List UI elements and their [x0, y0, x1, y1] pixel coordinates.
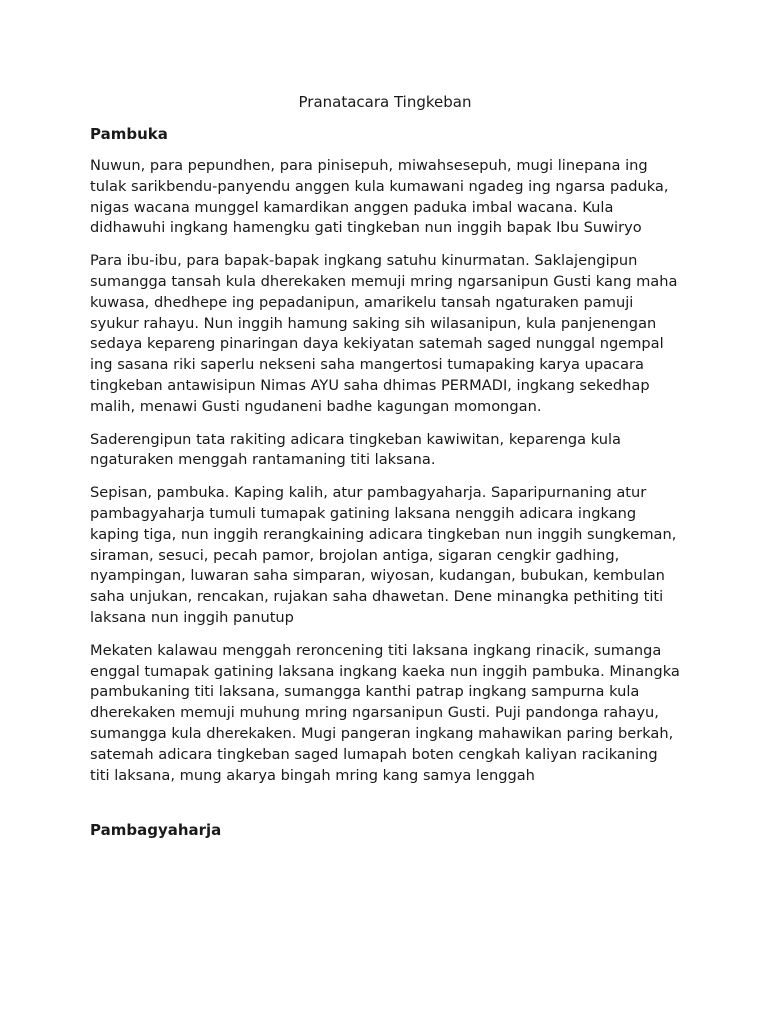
section-spacer [90, 798, 680, 820]
section-heading-pambuka: Pambuka [90, 125, 168, 143]
section-heading-pambagyaharja: Pambagyaharja [90, 821, 222, 840]
paragraph-3: Saderengipun tata rakiting adicara tingkeban kawiwitan, keparenga kula ngaturaken menggah rantamaning titi laksana. [90, 430, 621, 469]
paragraph-5: Mekaten kalawau menggah reroncening titi laksana ingkang rinacik, sumanga enggal tumapak gatining laksana ingkang kaeka nun inggih pambuka. Minangka pambukaning titi laksana, sumangga kanthi patrap ingkang sampurna kula dherekaken memuji muhung mring ngarsanipun Gusti. Puji pandonga rahayu, sumangga kula dherekaken. Mugi pangeran ingkang mahawikan paring berkah, satemah adicara tingkeban saged lumapah boten cengkah kaliyan racikaning titi laksana, mung akarya bingah mring kang samya lenggah [90, 641, 680, 784]
paragraph-4: Sepisan, pambuka. Kaping kalih, atur pambagyaharja. Saparipurnaning atur pambagyaharja tumuli tumapak gatining laksana nenggih adicara ingkang kaping tiga, nun inggih rerangkaining adicara tingkeban nun inggih sungkeman, siraman, sesuci, pecah pamor, brojolan antiga, sigaran cengkir gadhing, nyampingan, luwaran saha simparan, wiyosan, kudangan, bubukan, kembulan saha unjukan, rencakan, rujakan saha dhawetan. Dene minangka pethiting titi laksana nun inggih panutup [90, 484, 677, 626]
document-page [90, 92, 680, 852]
paragraph-1: Nuwun, para pepundhen, para pinisepuh, miwahsesepuh, mugi linepana ing tulak sarikbendu-panyendu anggen kula kumawani ngadeg ing ngarsa paduka, nigas wacana munggel kamardikan anggen paduka imbal wacana. Kula didhawuhi ingkang hamengku gati tingkeban nun inggih bapak Ibu Suwiryo [90, 157, 669, 237]
document-title: Pranatacara Tingkeban [298, 93, 472, 111]
paragraph-2: Para ibu-ibu, para bapak-bapak ingkang satuhu kinurmatan. Saklajengipun sumangga tansah kula dherekaken memuji mring ngarsanipun Gusti kang maha kuwasa, dhedhepe ing pepadanipun, amarikelu tansah ngaturaken pamuji syukur rahayu. Nun inggih hamung saking sih wilasanipun, kula panjenengan sedaya kepareng pinaringan daya kekiyatan satemah saged nunggal ngempal ing sasana riki saperlu nekseni saha mangertosi tumapaking karya upacara tingkeban antawisipun Nimas AYU saha dhimas PERMADI, ingkang sekedhap malih, menawi Gusti ngudaneni badhe kagungan momongan. [90, 252, 678, 415]
